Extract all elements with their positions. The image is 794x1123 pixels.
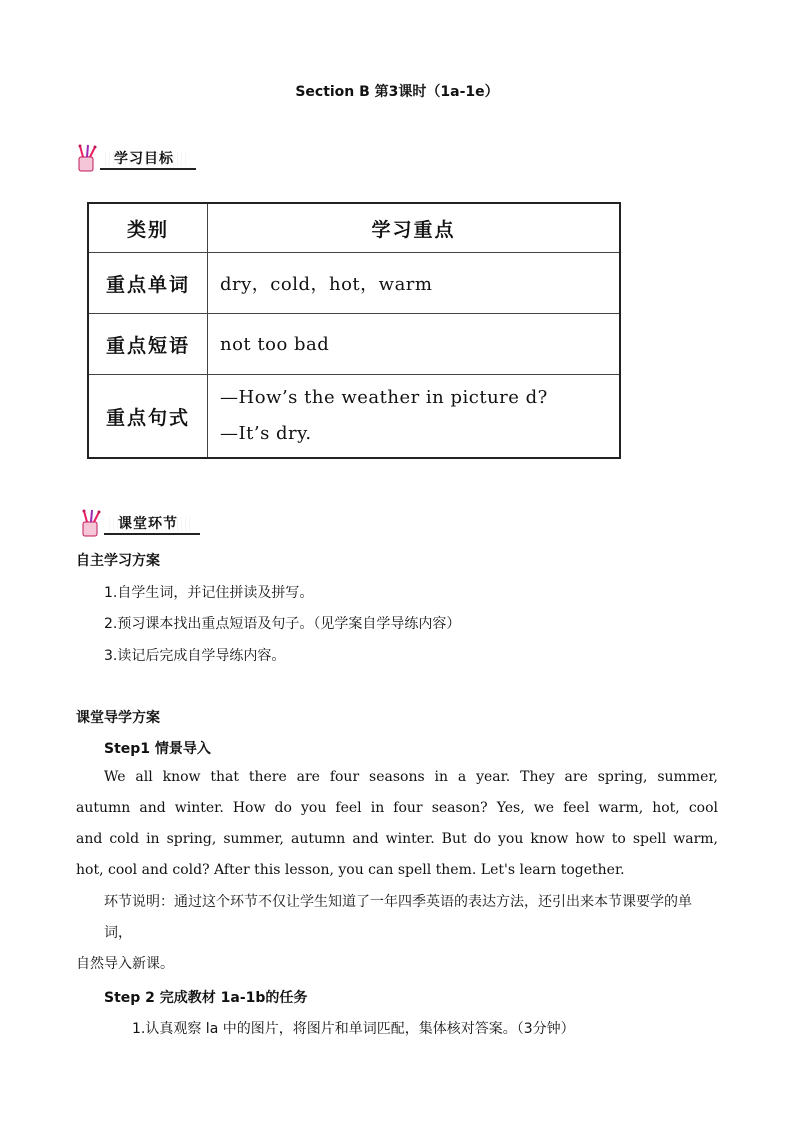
- sentence-line: —How’s the weather in picture d?: [220, 387, 548, 408]
- page-title: Section B 第3课时（1a-1e）: [295, 84, 499, 100]
- step2-title: Step 2 完成教材 1a-1b的任务: [104, 990, 308, 1006]
- section-banner-goals: [74, 143, 204, 175]
- section-banner-class: [78, 508, 208, 540]
- list-item: 3.读记后完成自学导练内容。: [104, 648, 286, 664]
- note-line: 自然导入新课。: [76, 956, 174, 972]
- row-value: dry，cold，hot，warm: [208, 253, 621, 314]
- note-line: 环节说明：通过这个环节不仅让学生知道了一年四季英语的表达方法，还引出来本节课要学的单词，: [104, 894, 692, 941]
- step1-note: [76, 887, 718, 980]
- sentence-line: —It’s dry.: [220, 423, 312, 444]
- table-header-category: 类别: [88, 203, 208, 253]
- row-value: not too bad: [208, 314, 621, 375]
- table-header-focus: 学习重点: [208, 203, 621, 253]
- list-item: 1.自学生词，并记住拼读及拼写。: [104, 585, 314, 601]
- paragraph-line: and cold in spring, summer, autumn and winter. But do you know how to spell warm,: [76, 831, 718, 847]
- study-goals-table: [87, 202, 621, 459]
- banner-label: 课堂环节: [104, 515, 200, 535]
- step1-paragraph: [76, 762, 718, 886]
- list-item: 2.预习课本找出重点短语及句子。（见学案自学导练内容）: [104, 616, 461, 632]
- row-label: 重点短语: [88, 314, 208, 375]
- table-row: [88, 314, 620, 375]
- row-value: [208, 375, 621, 459]
- table-header-row: [88, 203, 620, 253]
- row-label: 重点句式: [88, 375, 208, 459]
- paragraph-line: autumn and winter. How do you feel in four season? Yes, we feel warm, hot, cool: [76, 800, 718, 816]
- step2-item: 1.认真观察 la 中的图片，将图片和单词匹配，集体核对答案。（3分钟）: [132, 1021, 575, 1037]
- paragraph-line: hot, cool and cold? After this lesson, you can spell them. Let's learn together.: [76, 862, 625, 878]
- row-label: 重点单词: [88, 253, 208, 314]
- table-row: [88, 253, 620, 314]
- step1-title: Step1 情景导入: [104, 741, 211, 757]
- banner-label: 学习目标: [100, 150, 196, 170]
- table-row: [88, 375, 620, 459]
- paragraph-line: We all know that there are four seasons in a year. They are spring, summer,: [104, 769, 718, 785]
- class-guide-heading: 课堂导学方案: [76, 710, 160, 726]
- self-study-heading: 自主学习方案: [76, 553, 160, 569]
